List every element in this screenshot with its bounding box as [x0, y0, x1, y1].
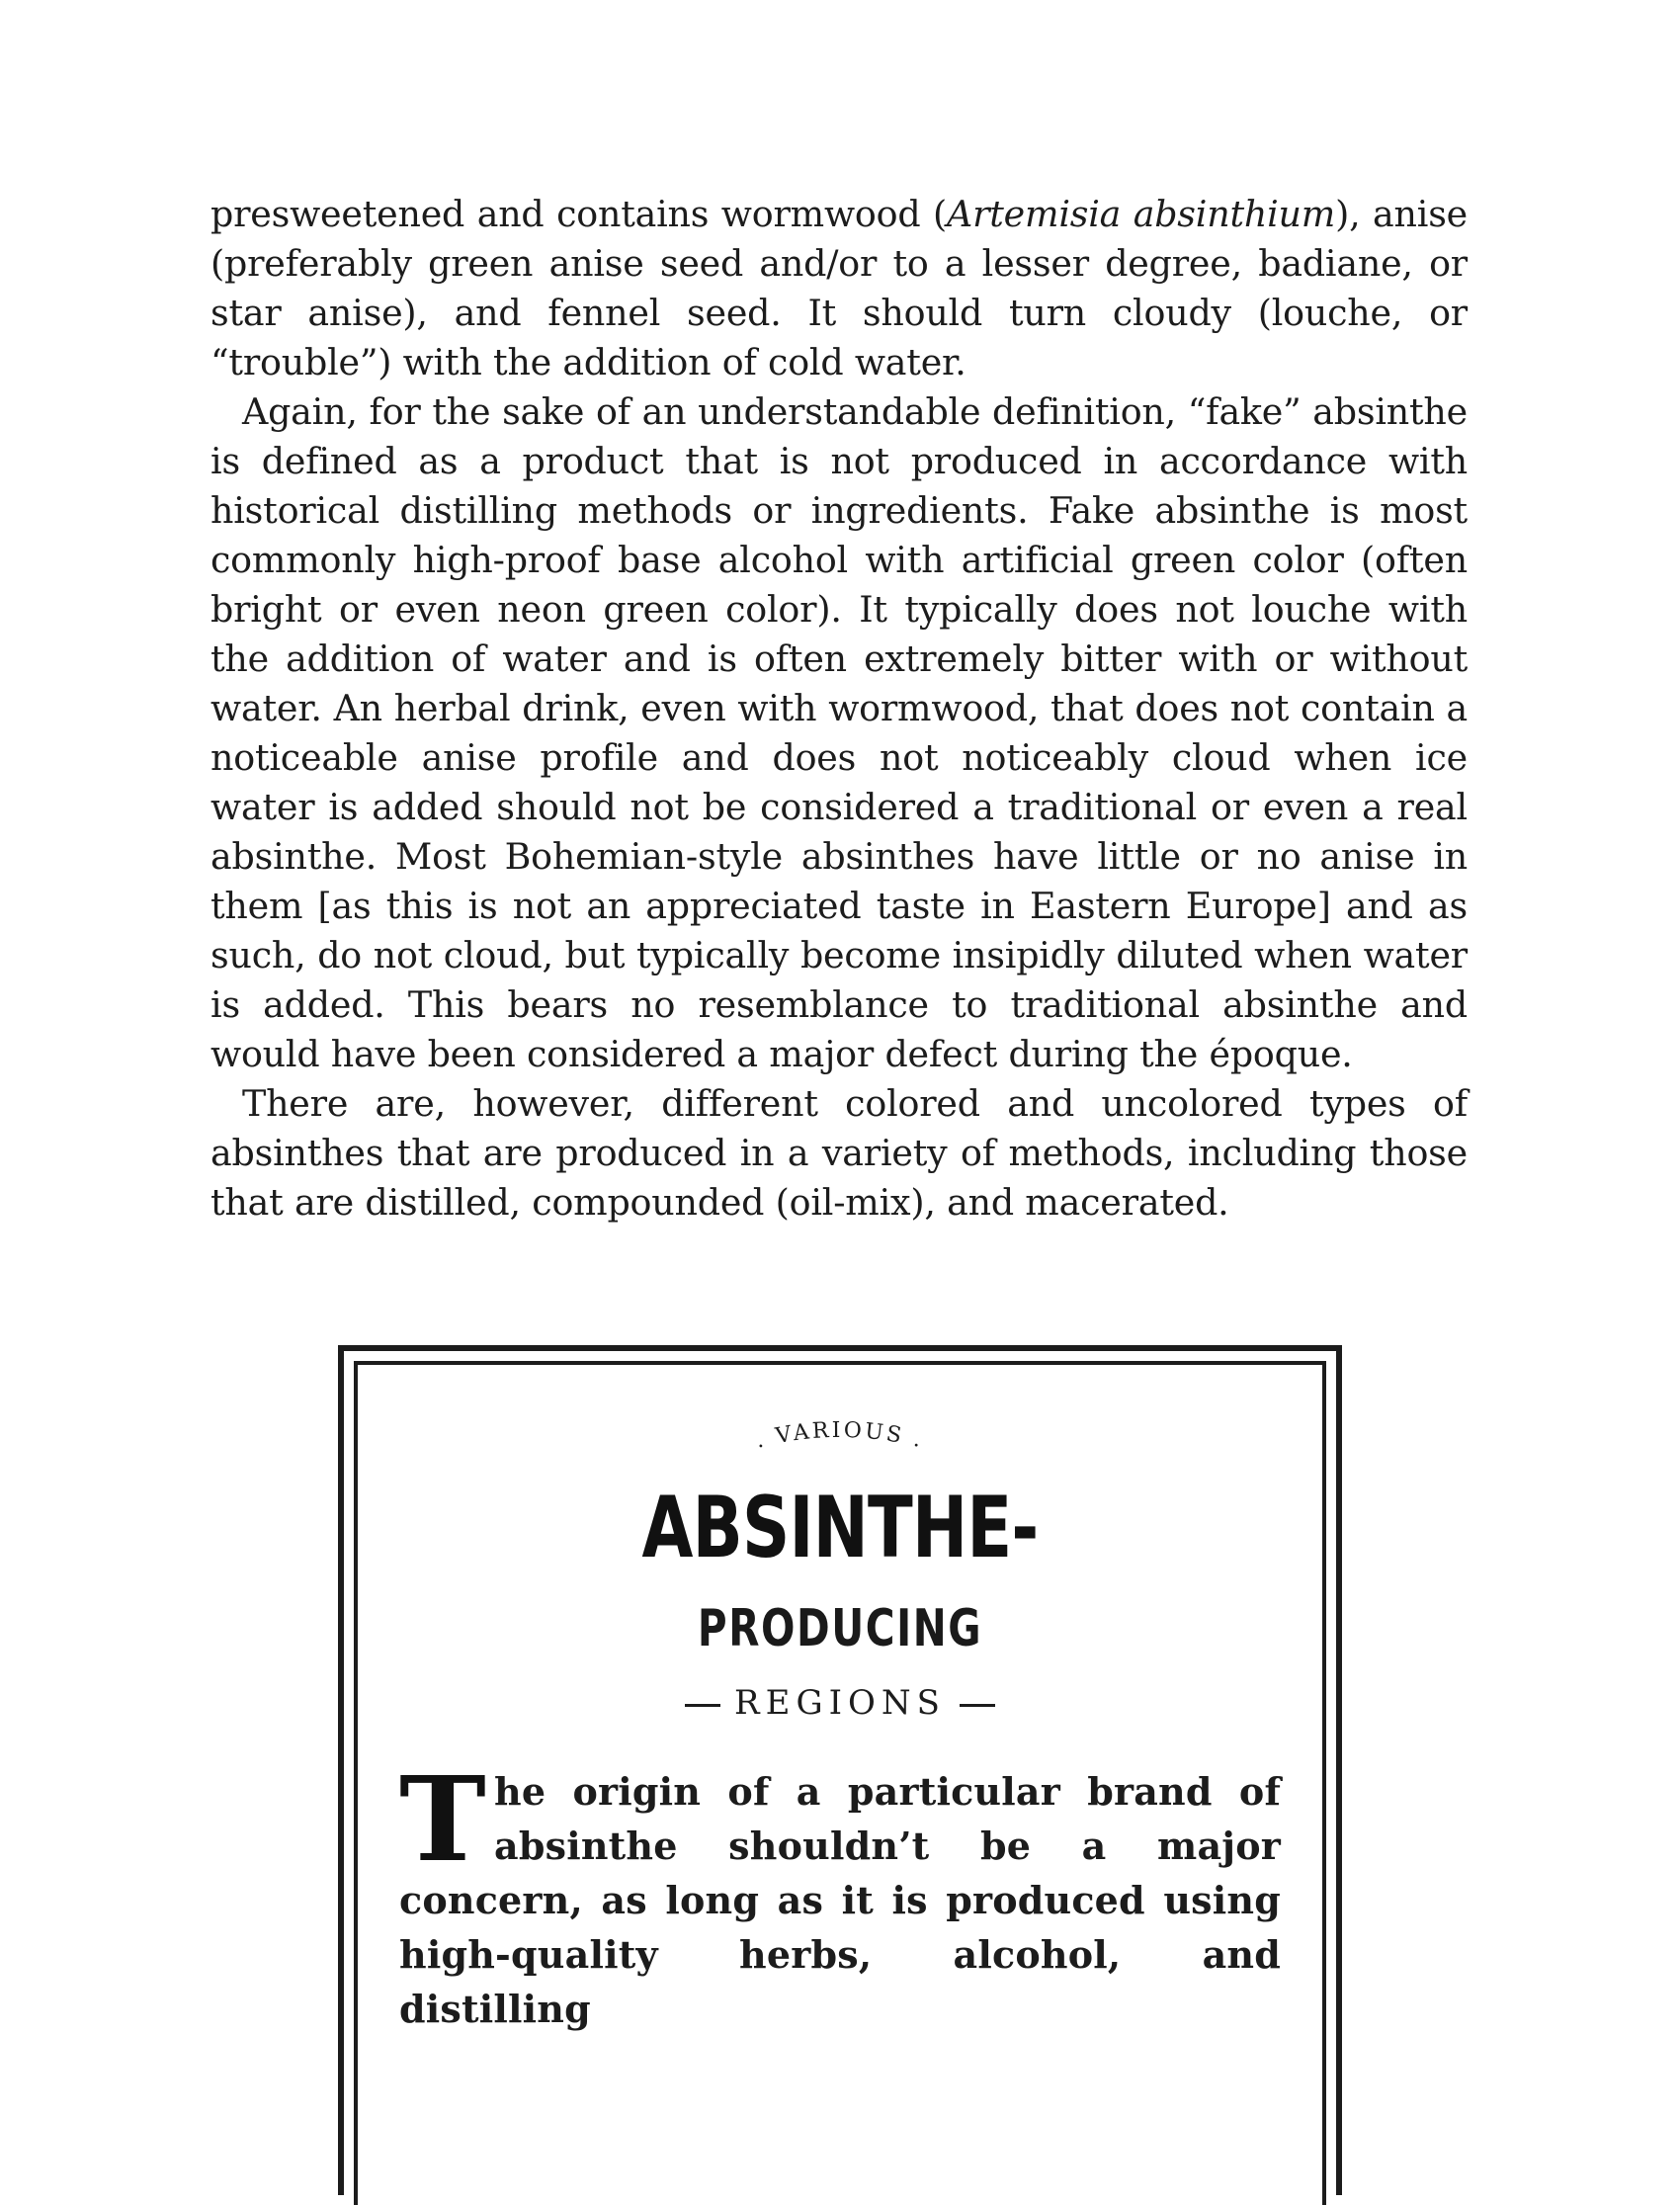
sidebar-body-text: he origin of a particular brand of absinthe shouldn’t be a major concern, as long as it is produced using high-quality herbs, alcohol, and distilling — [399, 1769, 1281, 2031]
drop-cap: T — [399, 1750, 487, 1888]
paragraph-2: Again, for the sake of an understandable definition, “fake” absinthe is defined as a product that is not produced in accordance with historical distilling methods or ingredients. Fake absinthe is most commonly high-proof base alcohol with artificial green color (often bright or even neon green color). It typically does not louche with the addition of water and is often extremely bitter with or without water. An herbal drink, even with wormwood, that does not contain a noticeable anise profile and does not noticeably cloud when ice water is added should not be considered a traditional or even a real absinthe. Most Bohemian-style absinthes have little or no anise in them [as this is not an appreciated taste in Eastern Europe] and as such, do not cloud, but typically become insipidly diluted when water is added. This bears no resemblance to traditional absinthe and would have been considered a major defect during the époque. — [210, 390, 1468, 1075]
regions-label: REGIONS — [734, 1683, 946, 1723]
sidebar-title-sub: PRODUCING — [697, 1599, 983, 1658]
sidebar-title-main: ABSINTHE- — [641, 1479, 1039, 1577]
dash-right — [960, 1704, 995, 1707]
paragraph-3: There are, however, different colored and uncolored types of absinthes that are produced in a variety of methods, including those that are distilled, compounded (oil-mix), and macerated. — [210, 1082, 1468, 1224]
paragraph-1-text-a: presweetened and contains wormwood ( — [210, 193, 947, 235]
sidebar-body — [399, 1750, 1281, 2036]
paragraph-1-text-b: ), anise (preferably green anise seed and/or to a lesser degree, badiane, or star anise), and fennel seed. It should turn cloudy (louche, or “trouble”) with the addition of cold water. — [210, 193, 1469, 383]
paragraph-1-italic: Artemisia absinthium — [946, 193, 1336, 235]
dash-left — [685, 1704, 720, 1707]
paragraph-1 — [210, 190, 1468, 387]
sidebar-inner-frame — [354, 1361, 1326, 2205]
sidebar-box — [338, 1345, 1342, 2195]
body-text — [210, 190, 1468, 1228]
sidebar-kicker-arc — [712, 1400, 968, 1460]
sidebar-title-regions — [358, 1681, 1322, 1725]
sidebar-kicker: . VARIOUS . — [753, 1417, 927, 1454]
